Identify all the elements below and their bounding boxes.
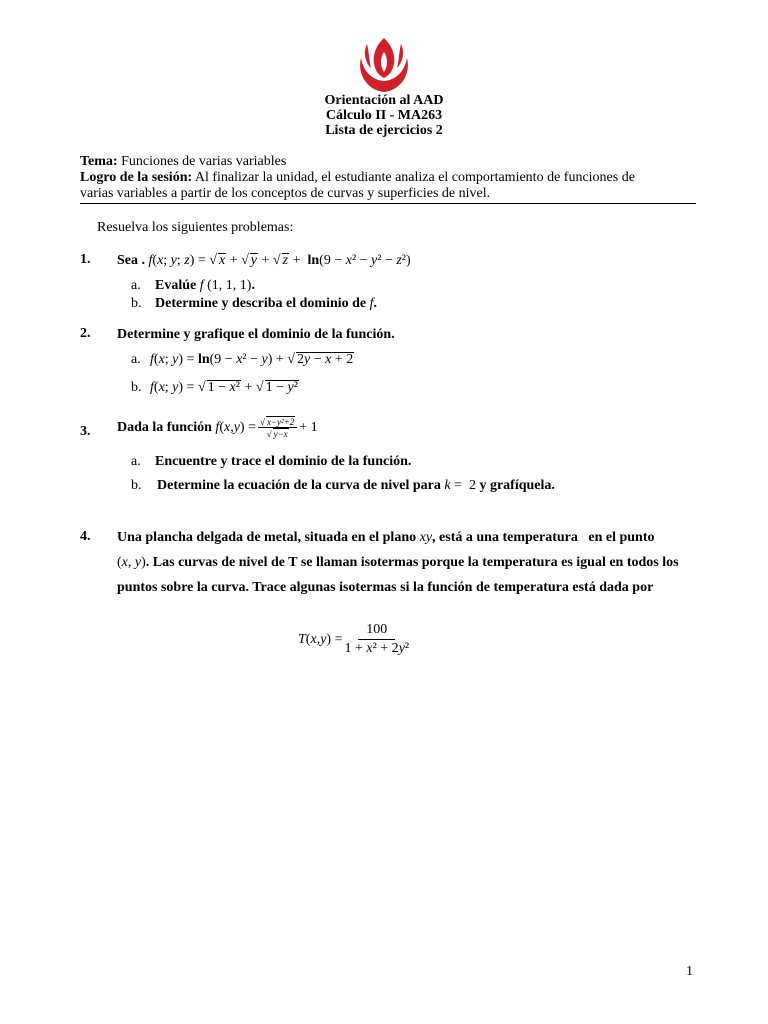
problem-1a-letter: a. xyxy=(131,278,141,293)
logro-line-1 xyxy=(80,169,635,186)
upc-logo-icon xyxy=(353,36,415,94)
title-line-1: Orientación al AAD xyxy=(324,93,444,108)
problem-3a-letter: a. xyxy=(131,454,141,469)
problem-3-text: Dada la función xyxy=(117,420,212,435)
problem-4-line-1: Una plancha delgada de metal, situada en el plano xy, está a una temperatura en el punto xyxy=(117,530,655,545)
problem-1-statement xyxy=(117,252,411,269)
problem-1-text: Sea . xyxy=(117,253,145,268)
problem-3-fraction: $\frac{\text{√ x−y²+2}}{√ y-x}$ xyxy=(258,416,297,439)
problem-3-statement: Dada la función f ( x , y ) = $\frac{\text{√ x−y²+2}}{√ y-x}$ + 1 xyxy=(117,417,318,439)
problem-3a-text: Encuentre y trace el dominio de la función. xyxy=(155,454,412,469)
problem-1-formula: f(x; y; z) = √ x + √ y + √ z + ln(9 − x² − y² − z²) xyxy=(148,253,411,268)
intro-text: Resuelva los siguientes problemas: xyxy=(97,220,294,235)
problem-2a-letter: a. xyxy=(131,352,141,367)
problem-4-line-2: (x, y). Las curvas de nivel de T se llaman isotermas porque la temperatura es igual en todos los xyxy=(117,555,679,570)
problem-3b-text: Determine la ecuación de la curva de nivel para k = 2 y grafíquela. xyxy=(157,478,555,493)
problem-2-text: Determine y grafique el dominio de la función. xyxy=(117,327,395,342)
problem-1-number: 1. xyxy=(80,252,91,267)
title-line-2: Cálculo II - MA263 xyxy=(325,108,443,123)
problem-2b-formula: f(x; y) = √ 1 − x² + √ 1 − y² xyxy=(150,380,298,395)
problem-1a-text: Evalúe f (1, 1, 1). xyxy=(155,278,255,293)
title-line-3: Lista de ejercicios 2 xyxy=(325,123,443,138)
problem-4-number: 4. xyxy=(80,529,91,544)
page-number: 1 xyxy=(686,964,693,979)
logro-line-2: varias variables a partir de los conceptos de curvas y superficies de nivel. xyxy=(80,186,491,201)
problem-4-formula: T ( x , y ) = $\frac{100}{\text{1 + x² + 2y²}}$ xyxy=(298,622,410,656)
problem-3-number: 3. xyxy=(80,424,91,439)
problem-1b-text: Determine y describa el dominio de f. xyxy=(155,296,378,311)
problem-2a-formula: f(x; y) = ln(9 − x² − y) + √ 2y − x + 2 xyxy=(150,352,354,367)
problem-1b-letter: b. xyxy=(131,296,142,311)
logro-label: Logro de la sesión: xyxy=(80,170,193,185)
problem-3b-letter: b. xyxy=(131,478,142,493)
problem-4-line-3: puntos sobre la curva. Trace algunas isotermas si la función de temperatura está dada por xyxy=(117,580,654,595)
problem-2b-letter: b. xyxy=(131,380,142,395)
temperature-fraction: $\frac{100}{\text{1 + x² + 2y²}}$ xyxy=(344,622,410,656)
logro-text-1: Al finalizar la unidad, el estudiante analiza el comportamiento de funciones de xyxy=(192,170,635,185)
tema-label: Tema: xyxy=(80,154,118,169)
tema-line xyxy=(80,153,286,170)
header-divider xyxy=(80,203,696,204)
tema-text: Funciones de varias variables xyxy=(117,154,287,169)
problem-2-number: 2. xyxy=(80,326,91,341)
